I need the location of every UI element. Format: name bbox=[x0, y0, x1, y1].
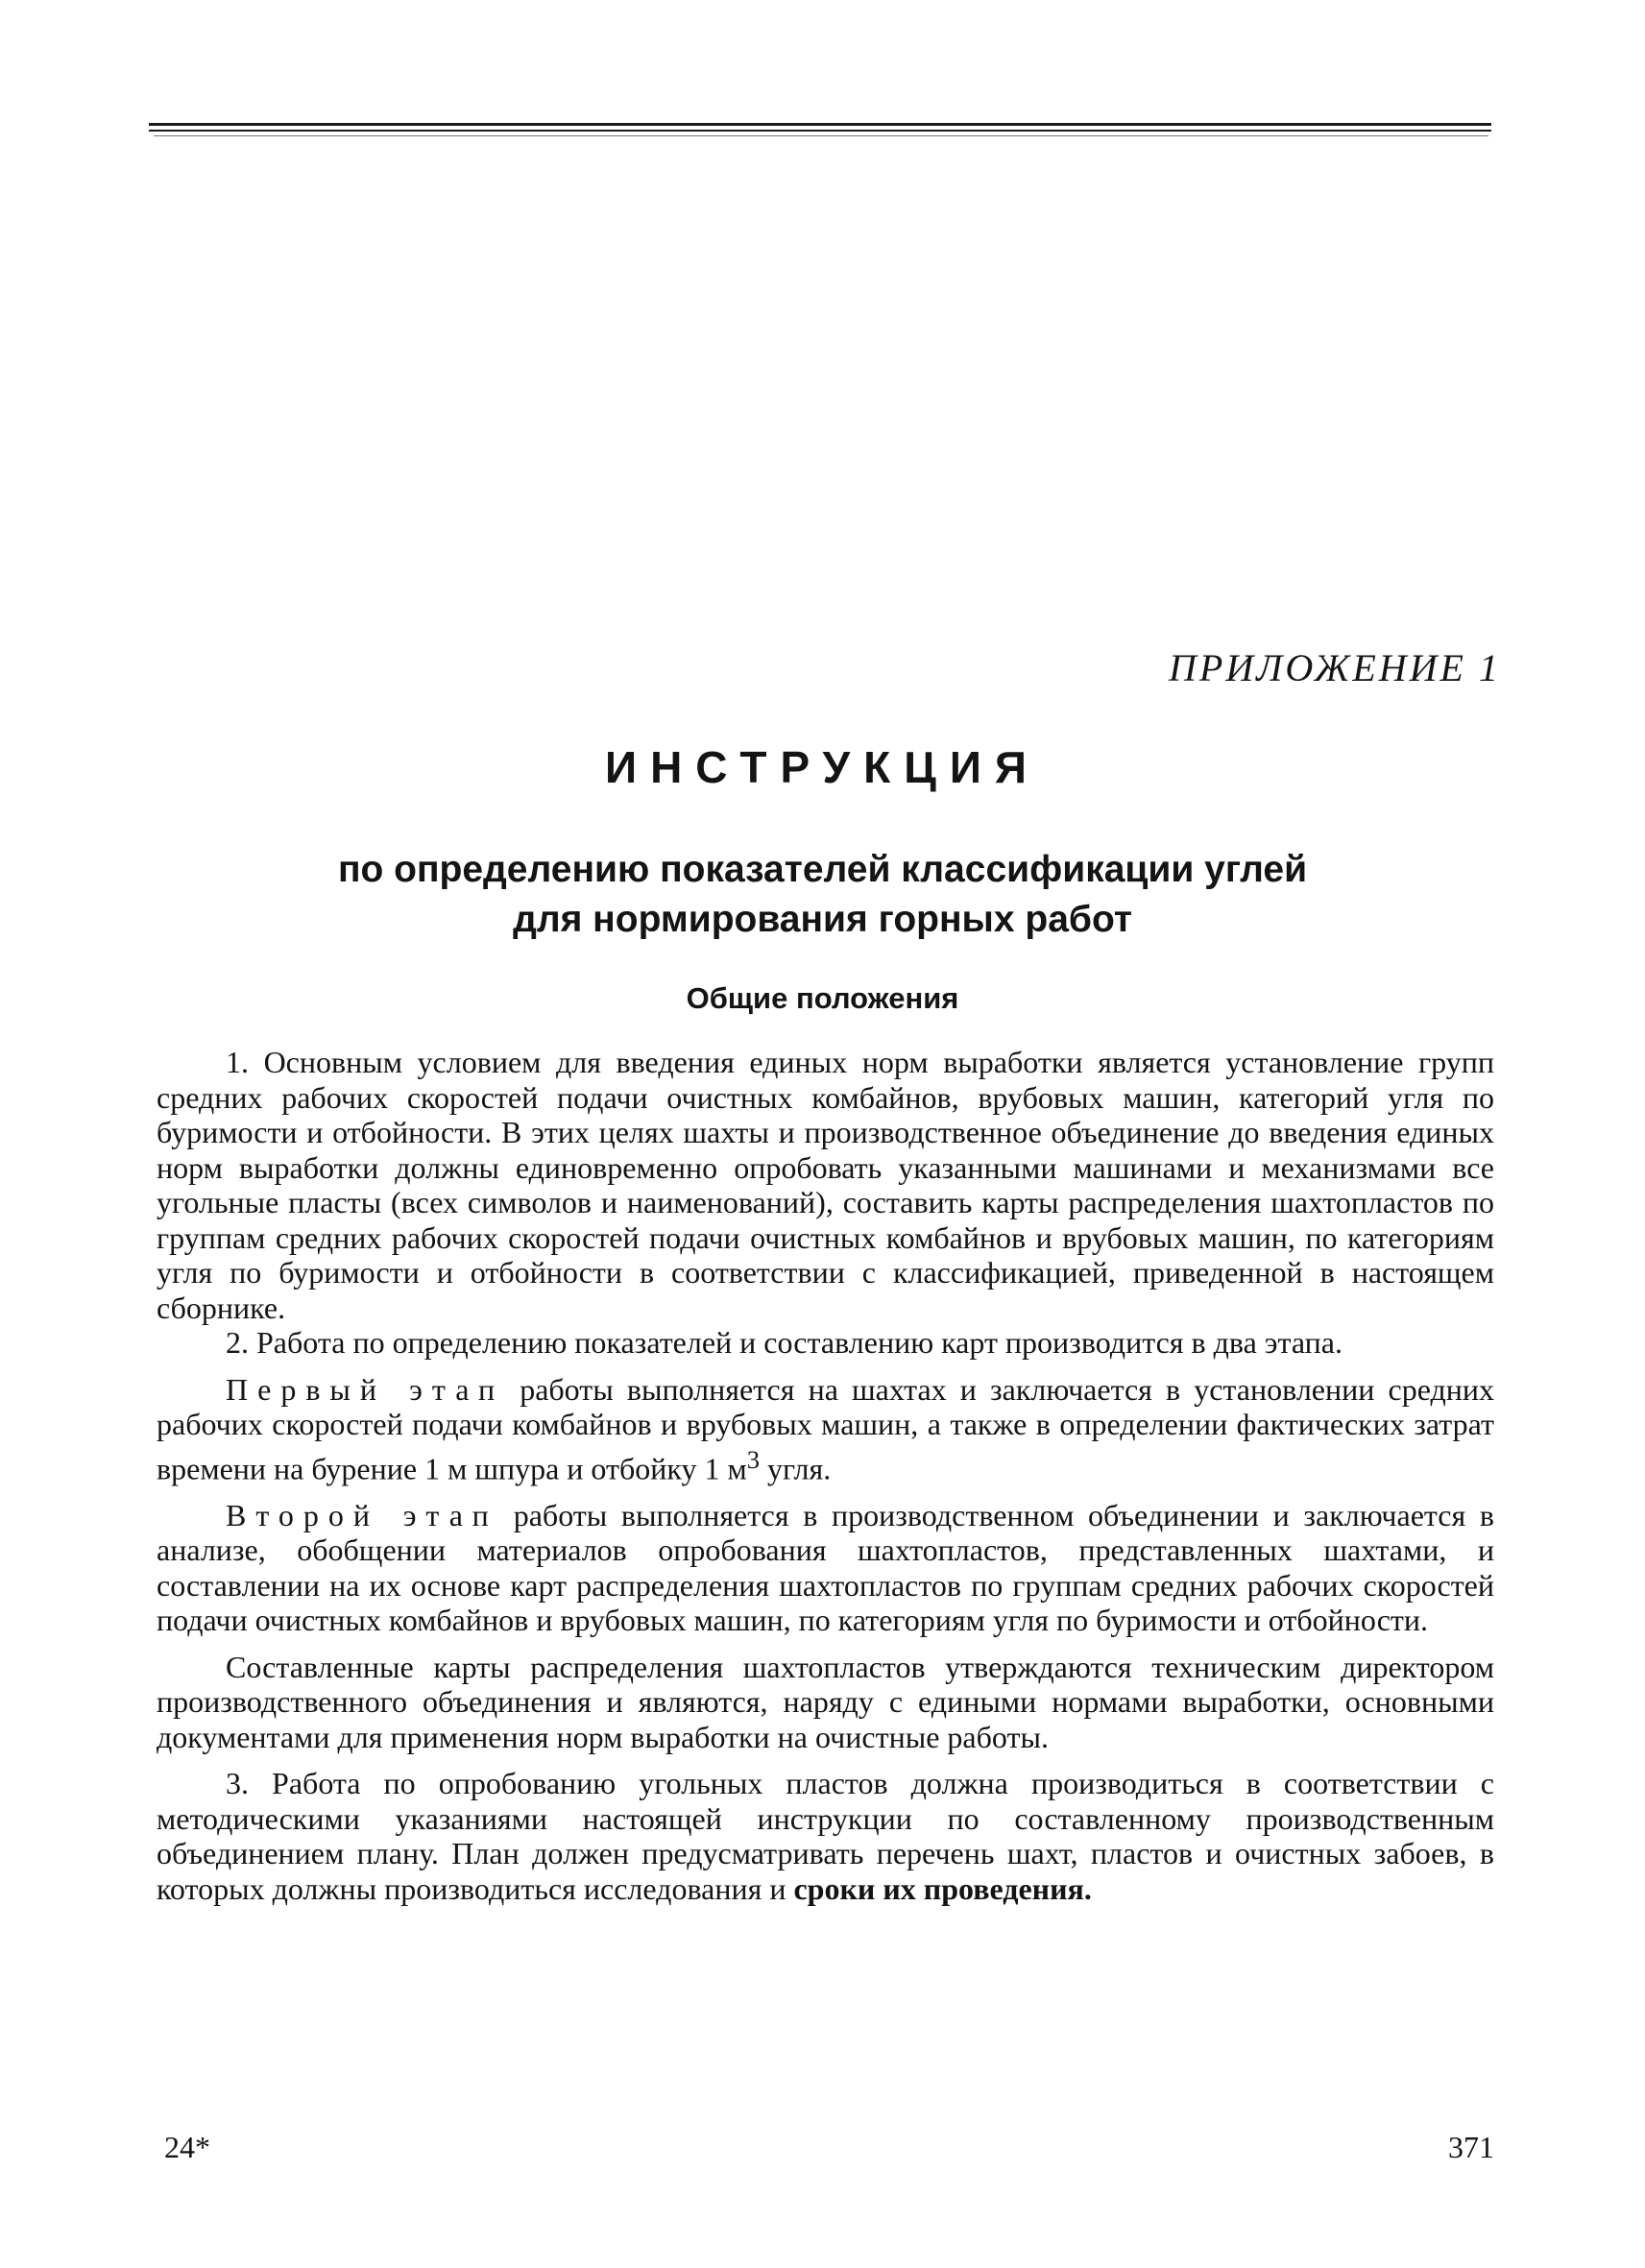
paragraph-3-text: работы выполняется на шахтах и заключается в установлении средних рабочих скоростей подачи комбайнов и врубовых машин, а также в определении фактических затрат времени на бурение 1 м шпура и отбойку 1 м bbox=[157, 1371, 1495, 1486]
appendix-label: ПРИЛОЖЕНИЕ 1 bbox=[1169, 646, 1501, 689]
paragraph-6 bbox=[157, 1766, 1494, 1906]
paragraph-5: Составленные карты распределения шахтопластов утверждаются техническим директором производственного объединения и являются, наряду с едиными нормами выработки, основными документами для применения норм выработки на очистные работы. bbox=[157, 1649, 1494, 1754]
subtitle-line-1: по определению показателей классификации углей bbox=[337, 849, 1308, 890]
paragraph-6-text: 3. Работа по опробованию угольных пластов должна производиться в соответствии с методическими указаниями настоящей инструкции по составленному производственным объединением плану. План должен предусматривать перечень шахт, пластов и очистных забоев, в которых должны производиться исследования и bbox=[157, 1766, 1494, 1906]
paragraph-6-bold: сроки их проведения. bbox=[793, 1870, 1092, 1906]
top-rule-double bbox=[149, 130, 1491, 132]
paragraph-1: 1. Основным условием для введения единых норм выработки является установление групп средних рабочих скоростей подачи очистных комбайнов, врубовых машин, категорий угля по буримости и отбойности. В этих целях шахты и производственное объединение до введения единых норм выработки должны единовременно опробовать указанными машинами и механизмами все угольные пласты (всех символов и наименований), составить карты распределения шахтопластов по группам средних рабочих скоростей подачи очистных комбайнов и врубовых машин, по категориям угля по буримости и отбойности в соответствии с классификацией, приведенной в настоящем сборнике. bbox=[157, 1045, 1494, 1325]
top-rule-thin bbox=[154, 135, 1488, 136]
paragraph-3 bbox=[157, 1372, 1494, 1486]
document-title: ИНСТРУКЦИЯ bbox=[605, 742, 1040, 792]
signature-mark: 24* bbox=[164, 2130, 210, 2164]
paragraph-2: 2. Работа по определению показателей и составлению карт производится в два этапа. bbox=[226, 1325, 1343, 1360]
paragraph-4-text: работы выполняется в производственном объединении и заключается в анализе, обобщении материалов опробования шахтопластов, представленных шахтами, и составлении на их основе карт распределения шахтопластов по группам средних рабочих скоростей подачи очистных комбайнов и врубовых машин, по категориям угля по буримости и отбойности. bbox=[157, 1497, 1495, 1638]
top-rule bbox=[149, 123, 1491, 126]
superscript-cubic: 3 bbox=[746, 1444, 761, 1474]
stage-two-lead: Второй этап bbox=[226, 1497, 498, 1532]
section-heading: Общие положения bbox=[686, 981, 959, 1015]
paragraph-3-end: угля. bbox=[760, 1451, 832, 1486]
page-number: 371 bbox=[1448, 2130, 1494, 2164]
subtitle-line-2: для нормирования горных работ bbox=[513, 899, 1132, 940]
body-text bbox=[157, 1045, 1494, 1906]
paragraph-4 bbox=[157, 1498, 1494, 1638]
document-subtitle bbox=[0, 845, 1645, 945]
stage-one-lead: Первый этап bbox=[226, 1371, 505, 1407]
